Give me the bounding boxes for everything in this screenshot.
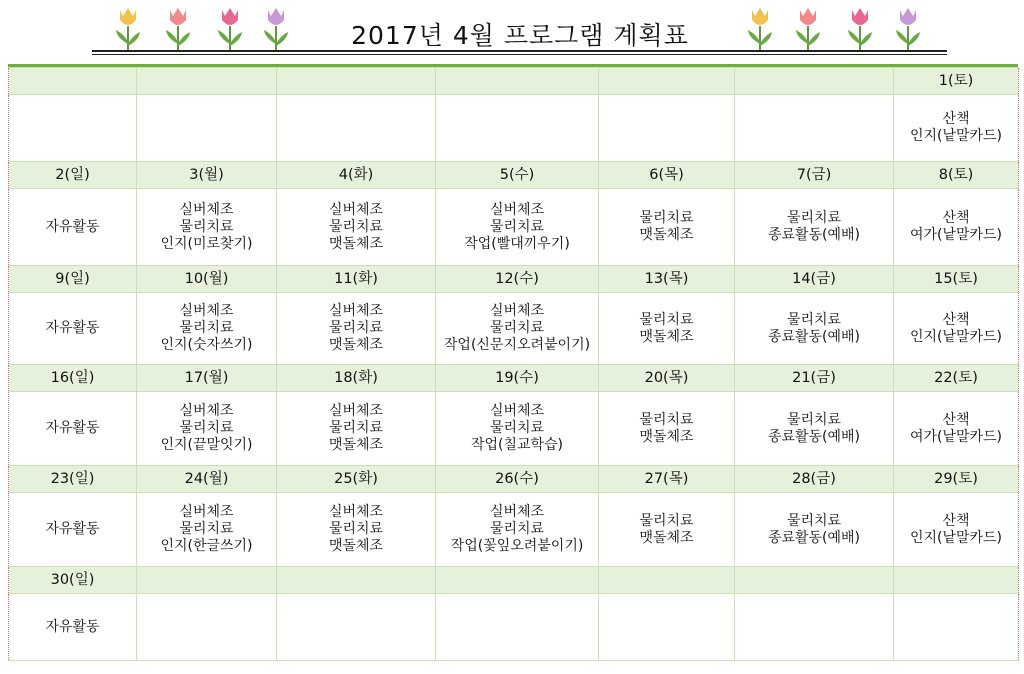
activity-cell	[599, 189, 735, 266]
activity-item: 물리치료	[489, 420, 545, 436]
date-cell: 7(금)	[735, 162, 894, 189]
date-cell: 5(수)	[436, 162, 599, 189]
activity-cell	[894, 95, 1019, 162]
date-cell: 4(화)	[277, 162, 436, 189]
activity-cell	[137, 293, 277, 365]
date-cell	[894, 567, 1019, 594]
activity-item: 인지(낱말카드)	[909, 128, 1003, 144]
activity-cell	[436, 293, 599, 365]
activity-cell	[436, 594, 599, 661]
activity-item: 물리치료	[639, 411, 694, 428]
activity-cell	[277, 189, 436, 266]
date-cell: 13(목)	[599, 266, 735, 293]
activity-cell	[436, 392, 599, 466]
activity-cell	[9, 392, 137, 466]
date-cell: 11(화)	[277, 266, 436, 293]
activity-item: 물리치료	[179, 521, 234, 537]
activity-item: 맷돌체조	[639, 227, 694, 243]
activity-cell	[277, 493, 436, 567]
activity-cell	[894, 392, 1019, 466]
date-cell: 14(금)	[735, 266, 894, 293]
activity-item: 실버체조	[328, 201, 384, 218]
activity-cell	[277, 594, 436, 661]
calendar	[8, 64, 1018, 661]
date-cell	[599, 68, 735, 95]
date-cell	[277, 68, 436, 95]
activity-item: 맷돌체조	[639, 328, 694, 345]
date-cell	[599, 567, 735, 594]
activity-cell	[735, 293, 894, 365]
activity-cell	[735, 594, 894, 661]
activity-item: 작업(빨대끼우기)	[464, 235, 570, 252]
date-cell: 19(수)	[436, 365, 599, 392]
activity-item: 맷돌체조	[328, 437, 384, 453]
date-cell: 10(월)	[137, 266, 277, 293]
tulip-icon	[210, 4, 250, 52]
activity-cell	[277, 95, 436, 162]
activity-item: 실버체조	[489, 303, 545, 319]
schedule-table	[8, 67, 1019, 661]
date-cell: 17(월)	[137, 365, 277, 392]
tulip-icon	[840, 4, 880, 52]
activity-cell	[599, 293, 735, 365]
activity-item: 실버체조	[328, 303, 384, 319]
activity-item: 자유활동	[45, 618, 100, 635]
activity-cell	[9, 493, 137, 567]
activity-cell	[137, 189, 277, 266]
activity-item: 물리치료	[179, 218, 234, 235]
activity-cell	[277, 293, 436, 365]
activity-item: 물리치료	[639, 512, 694, 529]
activity-item: 물리치료	[328, 218, 384, 235]
tulip-icon	[108, 4, 148, 52]
activity-item: 물리치료	[786, 210, 842, 226]
activity-item: 실버체조	[179, 201, 234, 218]
date-cell: 27(목)	[599, 466, 735, 493]
date-cell: 21(금)	[735, 365, 894, 392]
activity-item: 실버체조	[489, 504, 545, 520]
date-row	[9, 567, 1019, 594]
activity-cell	[277, 392, 436, 466]
activity-row	[9, 594, 1019, 661]
date-cell	[137, 567, 277, 594]
activity-item: 작업(칠교학습)	[470, 437, 564, 453]
activity-cell	[137, 493, 277, 567]
date-cell: 24(월)	[137, 466, 277, 493]
activity-item: 자유활동	[45, 320, 100, 336]
activity-item: 여가(낱말카드)	[909, 428, 1003, 445]
activity-item: 물리치료	[639, 210, 694, 226]
activity-item: 물리치료	[328, 320, 384, 336]
date-cell	[436, 567, 599, 594]
date-cell: 8(토)	[894, 162, 1019, 189]
activity-cell	[735, 493, 894, 567]
date-row	[9, 466, 1019, 493]
date-cell: 18(화)	[277, 365, 436, 392]
date-cell: 16(일)	[9, 365, 137, 392]
title-underline	[92, 54, 947, 55]
date-cell: 30(일)	[9, 567, 137, 594]
tulip-icon	[888, 4, 928, 52]
activity-item: 인지(끝말잇기)	[160, 437, 253, 453]
date-cell: 28(금)	[735, 466, 894, 493]
title-underline	[92, 50, 947, 52]
tulip-icon	[788, 4, 828, 52]
activity-item: 실버체조	[179, 303, 234, 319]
activity-cell	[9, 189, 137, 266]
activity-cell	[599, 95, 735, 162]
activity-cell	[599, 493, 735, 567]
tulip-icon	[158, 4, 198, 52]
activity-item: 산책	[942, 512, 970, 529]
activity-item: 자유활동	[45, 420, 100, 436]
activity-item: 맷돌체조	[328, 337, 384, 353]
date-cell	[137, 68, 277, 95]
activity-item: 작업(꽃잎오려붙이기)	[450, 538, 584, 554]
activity-cell	[137, 392, 277, 466]
activity-cell	[599, 392, 735, 466]
date-row	[9, 162, 1019, 189]
date-row	[9, 365, 1019, 392]
activity-cell	[436, 189, 599, 266]
activity-cell	[137, 95, 277, 162]
activity-row	[9, 189, 1019, 266]
activity-cell	[599, 594, 735, 661]
activity-item: 실버체조	[179, 403, 234, 419]
activity-item: 실버체조	[179, 504, 234, 520]
activity-item: 물리치료	[489, 218, 545, 235]
page-title: 2017년 4월 프로그램 계획표	[351, 21, 689, 50]
activity-item: 맷돌체조	[639, 529, 694, 546]
date-cell: 22(토)	[894, 365, 1019, 392]
activity-cell	[436, 493, 599, 567]
activity-item: 물리치료	[639, 311, 694, 328]
activity-cell	[436, 95, 599, 162]
activity-item: 실버체조	[489, 403, 545, 419]
date-cell: 20(목)	[599, 365, 735, 392]
activity-item: 맷돌체조	[328, 235, 384, 252]
activity-item: 물리치료	[328, 420, 384, 436]
activity-item: 종료활동(예배)	[767, 227, 861, 243]
date-cell: 25(화)	[277, 466, 436, 493]
date-cell: 6(목)	[599, 162, 735, 189]
tulip-icon	[256, 4, 296, 52]
date-cell: 23(일)	[9, 466, 137, 493]
date-cell: 15(토)	[894, 266, 1019, 293]
date-cell	[735, 68, 894, 95]
activity-item: 종료활동(예배)	[767, 428, 861, 445]
tulip-icon	[740, 4, 780, 52]
activity-item: 물리치료	[786, 512, 842, 529]
date-cell: 9(일)	[9, 266, 137, 293]
activity-cell	[894, 594, 1019, 661]
activity-item: 물리치료	[786, 411, 842, 428]
activity-cell	[894, 493, 1019, 567]
activity-item: 물리치료	[786, 311, 842, 328]
date-cell: 1(토)	[894, 68, 1019, 95]
activity-item: 여가(낱말카드)	[909, 227, 1003, 243]
date-cell: 26(수)	[436, 466, 599, 493]
activity-item: 산책	[942, 411, 970, 428]
activity-row	[9, 392, 1019, 466]
activity-cell	[9, 293, 137, 365]
date-cell: 12(수)	[436, 266, 599, 293]
activity-item: 물리치료	[489, 320, 545, 336]
activity-item: 작업(신문지오려붙이기)	[443, 337, 591, 353]
activity-cell	[735, 95, 894, 162]
activity-item: 종료활동(예배)	[767, 328, 861, 345]
activity-cell	[9, 95, 137, 162]
date-cell: 3(월)	[137, 162, 277, 189]
activity-cell	[894, 293, 1019, 365]
activity-cell	[9, 594, 137, 661]
date-cell	[277, 567, 436, 594]
activity-cell	[735, 392, 894, 466]
date-cell: 29(토)	[894, 466, 1019, 493]
activity-item: 산책	[942, 311, 970, 328]
date-cell	[9, 68, 137, 95]
activity-cell	[735, 189, 894, 266]
activity-item: 인지(미로찾기)	[160, 235, 253, 252]
activity-item: 실버체조	[328, 504, 384, 520]
header	[0, 0, 1024, 62]
activity-cell	[894, 189, 1019, 266]
activity-item: 인지(숫자쓰기)	[160, 337, 253, 353]
activity-item: 인지(한글쓰기)	[160, 538, 253, 554]
activity-item: 물리치료	[179, 320, 234, 336]
activity-cell	[137, 594, 277, 661]
activity-item: 산책	[942, 111, 970, 127]
activity-item: 실버체조	[328, 403, 384, 419]
activity-row	[9, 493, 1019, 567]
date-cell: 2(일)	[9, 162, 137, 189]
date-row	[9, 68, 1019, 95]
date-cell	[735, 567, 894, 594]
activity-item: 종료활동(예배)	[767, 529, 861, 546]
date-cell	[436, 68, 599, 95]
activity-item: 인지(낱말카드)	[909, 328, 1003, 345]
activity-item: 인지(낱말카드)	[909, 529, 1003, 546]
activity-item: 물리치료	[328, 521, 384, 537]
activity-item: 물리치료	[489, 521, 545, 537]
activity-row	[9, 293, 1019, 365]
activity-item: 산책	[942, 210, 970, 226]
date-row	[9, 266, 1019, 293]
activity-item: 물리치료	[179, 420, 234, 436]
activity-item: 자유활동	[45, 521, 100, 537]
activity-row	[9, 95, 1019, 162]
activity-item: 실버체조	[489, 201, 545, 218]
activity-item: 자유활동	[45, 218, 100, 235]
activity-item: 맷돌체조	[639, 428, 694, 445]
activity-item: 맷돌체조	[328, 538, 384, 554]
